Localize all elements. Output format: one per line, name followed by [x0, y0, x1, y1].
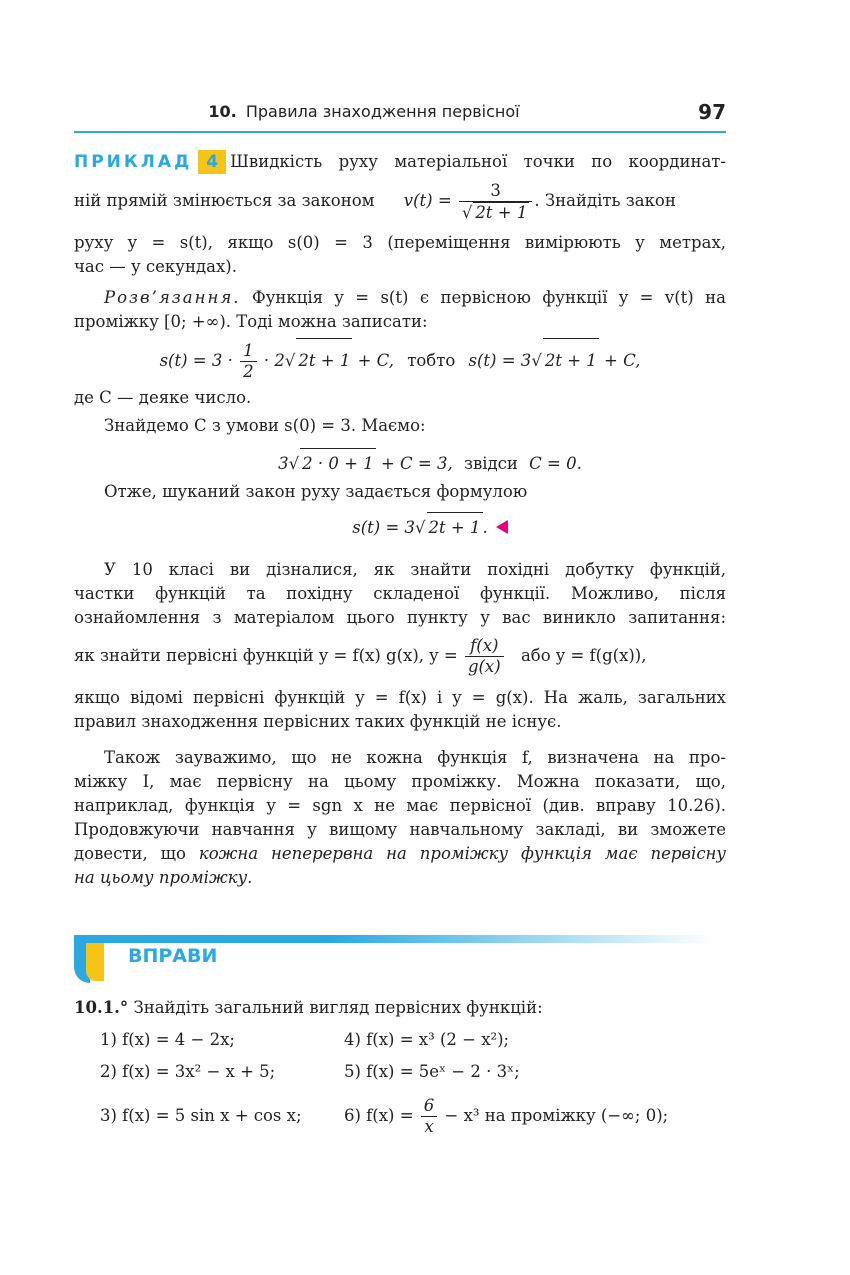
body-text: довести, що [74, 844, 186, 863]
fraction-numerator: 1 [240, 341, 257, 362]
example-label: ПРИКЛАД [74, 152, 193, 172]
radicand: 2t + 1 [543, 338, 599, 383]
body-p1-line-5: якщо відомі первісні функцій y = f(x) і y = g(x). На жаль, загальних [74, 688, 726, 707]
body-p1-line-6: правил знаходження первісних таких функцій не існує. [74, 712, 562, 731]
exercises-heading: ВПРАВИ [128, 945, 218, 967]
exercise-item: 4) f(x) = x³ (2 − x²); [344, 1030, 510, 1049]
exercise-item: 5) f(x) = 5eˣ − 2 · 3ˣ; [344, 1062, 520, 1081]
formula-word: тобто [407, 351, 456, 370]
body-p2-line-6: на цьому проміжку. [74, 868, 253, 887]
solution-line-5: Отже, шуканий закон руху задається формулою [104, 482, 528, 501]
solution-line-2: проміжку [0; +∞). Тоді можна записати: [74, 312, 428, 331]
radicand: 2t + 1 [296, 338, 352, 383]
formula-part: + C, [604, 351, 641, 370]
task-number: 10.1.° [74, 998, 129, 1017]
formula-part: s(t) = 3 [468, 351, 532, 370]
exercise-item: 2) f(x) = 3x² − x + 5; [100, 1062, 276, 1081]
exercise-item-rest: − x³ на проміжку (−∞; 0); [444, 1106, 669, 1125]
exercise-item: 6) f(x) = [344, 1106, 414, 1125]
formula-word: звідси [463, 454, 518, 473]
fraction-denominator: √ 2t + 1 [461, 202, 528, 222]
formula-3: s(t) = 3√ 2t + 1 . [74, 512, 726, 543]
one-half-fraction [240, 341, 257, 382]
formula-part: . [482, 518, 488, 537]
six-over-x-fraction [421, 1096, 438, 1137]
body-p2-line-4: Продовжуючи навчання у вищому навчальному закладі, ви зможете [74, 820, 726, 839]
solution-label: Розв’язання. [104, 288, 241, 307]
section-number: 10. [208, 102, 237, 121]
radicand: 2t + 1 [427, 512, 483, 543]
body-p2-line-1: Також зауважимо, що не кожна функція f, визначена на про- [104, 748, 726, 767]
formula-part: s(t) = 3 [352, 518, 416, 537]
example-line-4: час — у секундах). [74, 257, 237, 276]
formula-part: C = 0. [529, 454, 582, 473]
formula-1: s(t) = 3 · $\frac{1}{2}$ · 2√ 2t + 1 + C, тобто s(t) = 3√ 2t + 1 + C, [74, 338, 726, 383]
radicand: 2 · 0 + 1 [300, 448, 376, 479]
example-text: Швидкість руху матеріальної точки по координат- [230, 152, 726, 171]
body-text: або y = f(g(x)), [520, 646, 647, 665]
f-over-g-fraction [465, 636, 504, 677]
radicand: 2t + 1 [475, 202, 528, 222]
example-text: ній прямій змінюється за законом [74, 191, 375, 210]
page-number: 97 [698, 100, 726, 124]
example-number-badge: 4 [198, 150, 226, 174]
example-text: . Знайдіть закон [534, 191, 676, 210]
formula-part: + C, [357, 351, 394, 370]
example-line-3: руху y = s(t), якщо s(0) = 3 (переміщення вимірюють у метрах, [74, 233, 726, 252]
exercise-item-6 [344, 1092, 668, 1140]
fraction-numerator: 6 [421, 1096, 438, 1117]
page-header [74, 100, 726, 130]
header-divider [74, 131, 726, 133]
exercise-item: 3) f(x) = 5 sin x + cos x; [100, 1106, 302, 1125]
body-p2-line-5 [74, 842, 726, 866]
solution-text: Функція y = s(t) є первісною функції y = v(t) на [252, 288, 727, 307]
fraction-denominator: x [424, 1117, 434, 1136]
formula-part: · 2 [263, 351, 285, 370]
exercise-item: 1) f(x) = 4 − 2x; [100, 1030, 235, 1049]
velocity-formula: v(t) = [403, 191, 452, 210]
running-title [74, 102, 654, 121]
body-p1-line-2: частки функцій та похідну складеної функції. Можливо, після [74, 584, 726, 603]
solution-line-1 [74, 286, 726, 310]
body-p2-line-2: міжку I, має первісну на цьому проміжку. Можна показати, що, [74, 772, 726, 791]
body-p2-line-3: наприклад, функція y = sgn x не має первісної (див. вправу 10.26). [74, 796, 726, 815]
fraction-numerator: f(x) [465, 636, 504, 657]
solution-line-3: де C — деяке число. [74, 388, 252, 407]
velocity-fraction [459, 181, 532, 223]
exercises-header-bar [74, 935, 714, 943]
solution-line-4: Знайдемо C з умови s(0) = 3. Маємо: [104, 416, 426, 435]
body-p1-line-4 [74, 634, 726, 678]
theorem-italic-text: кожна неперервна на проміжку функція має первісну [198, 844, 726, 863]
formula-part: + C = 3, [380, 454, 453, 473]
formula-part: s(t) = 3 · [159, 351, 233, 370]
formula-2: 3√ 2 · 0 + 1 + C = 3, звідси C = 0. [74, 448, 726, 479]
fraction-numerator: 3 [459, 181, 532, 202]
body-p1-line-1: У 10 класі ви дізналися, як знайти похідні добутку функцій, [104, 560, 726, 579]
task-text: Знайдіть загальний вигляд первісних функцій: [133, 998, 543, 1017]
formula-part: 3 [278, 454, 289, 473]
example-line-1 [74, 150, 726, 174]
fraction-denominator: 2 [243, 362, 254, 381]
example-line-2 [74, 176, 726, 226]
end-of-solution-triangle-icon [496, 520, 508, 534]
task-10-1 [74, 996, 543, 1020]
body-text: як знайти первісні функцій y = f(x) g(x), y = [74, 646, 458, 665]
fraction-denominator: g(x) [467, 657, 501, 676]
exercises-tab-yellow [86, 943, 104, 981]
section-title: Правила знаходження первісної [245, 102, 520, 121]
body-p1-line-3: ознайомлення з матеріалом цього пункту у вас виникло запитання: [74, 608, 726, 627]
